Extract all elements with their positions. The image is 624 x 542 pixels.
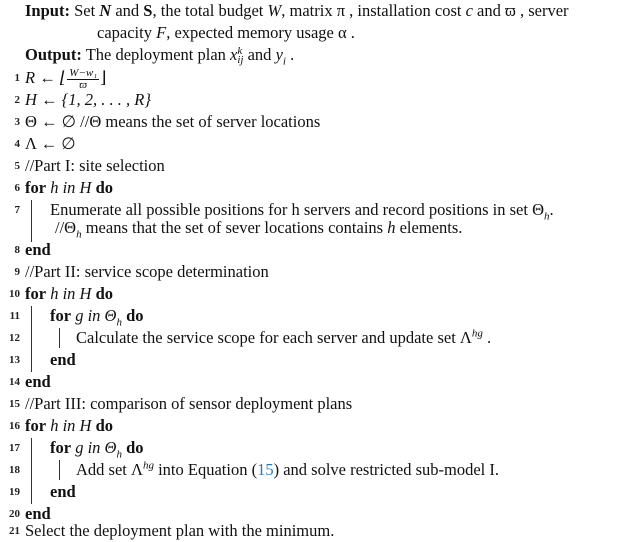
input-line-2 xyxy=(97,22,355,44)
line-number: 9 xyxy=(14,266,20,278)
keyword-do: do xyxy=(95,416,114,435)
line-number: 15 xyxy=(9,398,20,410)
block-bar xyxy=(31,200,32,242)
keyword-for: for xyxy=(25,284,47,303)
line-number: 12 xyxy=(9,332,20,344)
output-text: and xyxy=(243,45,276,64)
sub-h: h xyxy=(116,316,122,329)
loop-var: h in H xyxy=(46,178,96,197)
keyword-end: end xyxy=(50,350,76,369)
line-text: //Part I: site selection xyxy=(25,156,165,175)
loop-var: g in Θ xyxy=(71,306,117,325)
input-text: , matrix π , installation cost xyxy=(281,1,466,20)
text: elements. xyxy=(395,218,463,237)
sub-h: h xyxy=(116,448,122,461)
line-number: 2 xyxy=(14,94,20,106)
line-text: Θ ← ∅ //Θ means the set of server locations xyxy=(25,112,321,131)
line-number: 20 xyxy=(9,508,20,520)
text: ) and solve restricted sub-model I. xyxy=(273,460,500,479)
keyword-end: end xyxy=(25,240,51,259)
keyword-do: do xyxy=(95,284,114,303)
input-text: and ϖ , server xyxy=(472,1,569,20)
text: . xyxy=(482,328,492,347)
line-number: 8 xyxy=(14,244,20,256)
block-bar xyxy=(31,438,32,504)
frac-den: ϖ xyxy=(79,78,88,91)
input-text: Set xyxy=(74,1,100,20)
var-h: h xyxy=(387,218,396,237)
var-S: S xyxy=(143,1,153,20)
line-text xyxy=(25,67,106,91)
line-number: 10 xyxy=(9,288,20,300)
line-number: 16 xyxy=(9,420,20,432)
line-number: 5 xyxy=(14,160,20,172)
sup-hg: hg xyxy=(142,459,154,472)
line-text: Select the deployment plan with the minimum. xyxy=(25,521,335,540)
line-text xyxy=(50,437,144,459)
var-W: W xyxy=(267,1,282,20)
loop-var: h in H xyxy=(46,284,96,303)
loop-var: g in Θ xyxy=(71,438,117,457)
var-N: N xyxy=(99,1,112,20)
line-number: 6 xyxy=(14,182,20,194)
input-text: capacity xyxy=(97,23,157,42)
keyword-end: end xyxy=(25,372,51,391)
input-text: , expected memory usage α . xyxy=(166,23,355,42)
keyword-end: end xyxy=(25,504,51,523)
line-number: 19 xyxy=(9,486,20,498)
text: Calculate the service scope for each server and update set Λ xyxy=(76,328,472,347)
text: Enumerate all possible positions for h servers and record positions in set Θ xyxy=(50,200,544,219)
line-text xyxy=(50,305,144,327)
line-number: 14 xyxy=(9,376,20,388)
line-text xyxy=(76,327,491,349)
sup-k: k xyxy=(237,45,243,58)
expr: ⌋ xyxy=(100,68,107,87)
line-text xyxy=(25,283,113,305)
keyword-end: end xyxy=(50,482,76,501)
line-text: Λ ← ∅ xyxy=(25,134,76,153)
fraction xyxy=(67,68,99,91)
var-y: y xyxy=(275,45,283,64)
input-text: and xyxy=(111,1,144,20)
keyword-do: do xyxy=(95,178,114,197)
sub-i: i xyxy=(282,55,286,68)
block-bar xyxy=(59,328,60,348)
block-bar xyxy=(31,306,32,372)
line-number: 13 xyxy=(9,354,20,366)
line-number: 17 xyxy=(9,442,20,454)
sub-h: h xyxy=(76,228,82,241)
keyword-for: for xyxy=(50,306,72,325)
line-text: //Part III: comparison of sensor deployment plans xyxy=(25,394,353,413)
output-label: Output: xyxy=(25,45,82,64)
block-bar xyxy=(59,460,60,480)
text: Add set Λ xyxy=(76,460,143,479)
input-text: , the total budget xyxy=(152,1,268,20)
output-text: The deployment plan xyxy=(85,45,231,64)
line-number: 4 xyxy=(14,138,20,150)
keyword-do: do xyxy=(121,438,144,457)
text: means that the set of sever locations contains xyxy=(81,218,388,237)
sub-h: h xyxy=(544,210,550,223)
output-line xyxy=(25,44,294,66)
line-text xyxy=(76,459,499,481)
line-text xyxy=(25,415,113,437)
keyword-for: for xyxy=(25,178,47,197)
input-label: Input: xyxy=(25,1,70,20)
line-text: //Part II: service scope determination xyxy=(25,262,269,281)
text: . xyxy=(549,200,554,219)
line-number: 21 xyxy=(9,525,20,537)
keyword-for: for xyxy=(25,416,47,435)
var-F: F xyxy=(156,23,167,42)
line-number: 18 xyxy=(9,464,20,476)
frac-num: W−w₁ xyxy=(69,66,98,79)
var-c: c xyxy=(465,1,473,20)
sup-hg: hg xyxy=(471,327,483,340)
line-number: 1 xyxy=(14,72,20,84)
line-number: 3 xyxy=(14,116,20,128)
text: into Equation ( xyxy=(153,460,258,479)
var-x: x xyxy=(230,45,238,64)
keyword-do: do xyxy=(121,306,144,325)
expr: R ← ⌊ xyxy=(25,68,67,87)
line-number: 7 xyxy=(14,204,20,216)
equation-link[interactable]: 15 xyxy=(257,460,274,479)
line-text xyxy=(25,177,113,199)
line-number: 11 xyxy=(9,310,20,322)
sub-ij: ij xyxy=(237,54,244,67)
loop-var: h in H xyxy=(46,416,96,435)
keyword-for: for xyxy=(50,438,72,457)
input-line xyxy=(25,0,569,22)
line-text: H ← {1, 2, . . . , R} xyxy=(25,90,151,109)
text: //Θ xyxy=(55,218,77,237)
output-text: . xyxy=(285,45,295,64)
line-text xyxy=(55,217,462,239)
